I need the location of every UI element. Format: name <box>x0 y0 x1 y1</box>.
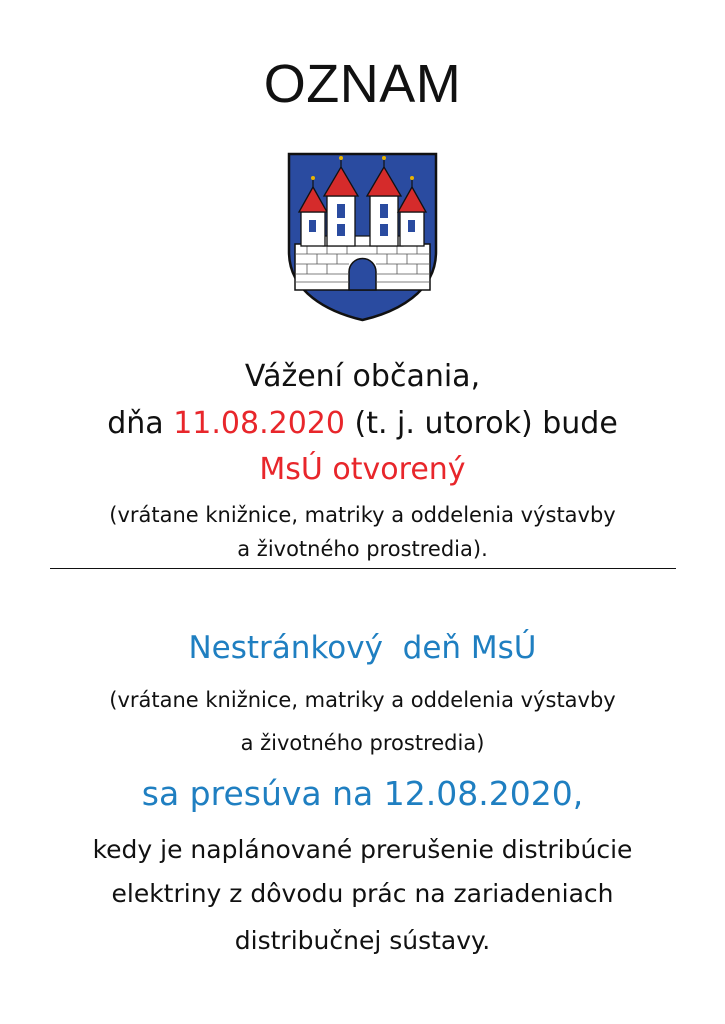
date-line-prefix: dňa <box>107 406 174 441</box>
includes-line-1: (vrátane knižnice, matriky a oddelenia výstavby <box>109 503 616 527</box>
date-line-suffix: (t. j. utorok) bude <box>344 406 618 441</box>
divider <box>50 568 676 569</box>
reason-line-1: kedy je naplánované prerušenie distribúcie <box>92 835 633 864</box>
reason-line-3: distribučnej sústavy. <box>234 926 491 955</box>
rescheduled-heading: Nestránkový deň MsÚ <box>188 630 537 666</box>
page-title: OZNAM <box>263 54 462 114</box>
reason-line-2: elektriny z dôvodu prác na zariadeniach <box>111 879 614 908</box>
opening-date: 11.08.2020 <box>173 406 345 441</box>
moved-to-date: sa presúva na 12.08.2020, <box>141 774 584 813</box>
greeting: Vážení občania, <box>244 359 481 394</box>
rescheduled-includes-line-2: a životného prostredia) <box>240 731 485 755</box>
includes-line-2: a životného prostredia). <box>237 537 488 561</box>
coat-of-arms-icon <box>287 152 438 322</box>
open-status: MsÚ otvorený <box>259 452 466 487</box>
rescheduled-includes-line-1: (vrátane knižnice, matriky a oddelenia výstavby <box>109 688 616 712</box>
date-line <box>0 404 725 444</box>
